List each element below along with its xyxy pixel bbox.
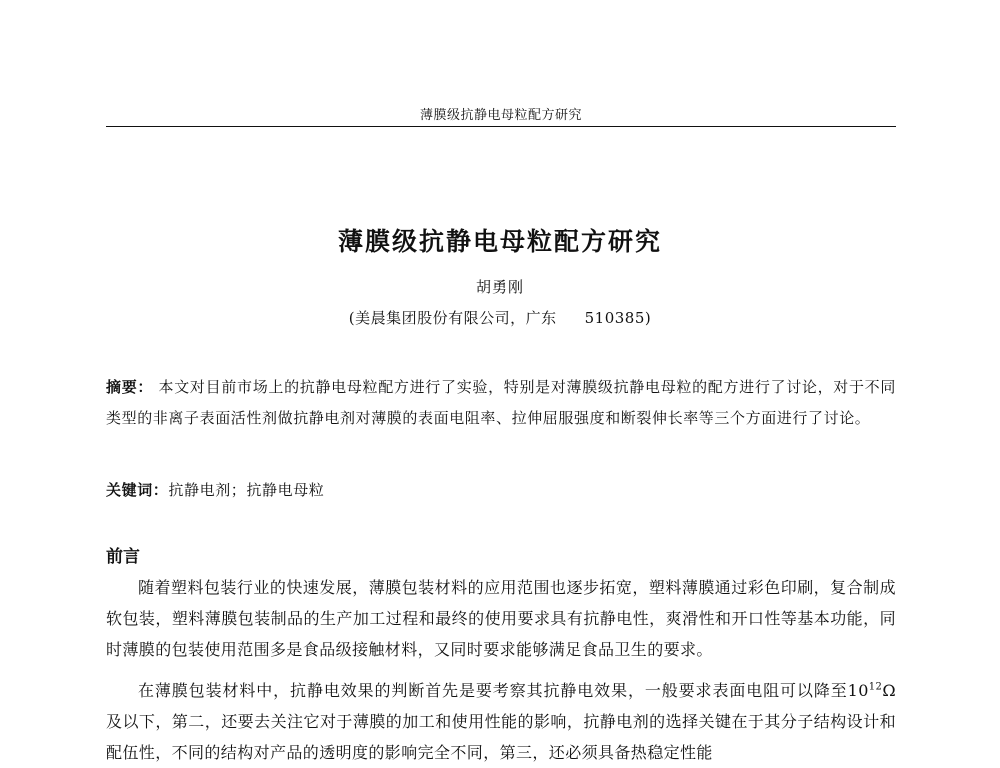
abstract-text: 本文对目前市场上的抗静电母粒配方进行了实验，特别是对薄膜级抗静电母粒的配方进行了讨论，对于不同类型的非离子表面活性剂做抗静电剂对薄膜的表面电阻率、拉伸屈服强度和断裂伸长率等三个方面进行了讨论。 — [106, 378, 896, 427]
section-heading: 前言 — [106, 547, 140, 567]
keywords — [106, 475, 896, 506]
para2-exponent: 12 — [868, 681, 883, 693]
affiliation-org: (美晨集团股份有限公司，广东 — [348, 309, 557, 327]
header-rule — [106, 126, 896, 127]
para2-base: 10 — [847, 681, 869, 700]
author-name: 胡勇刚 — [475, 278, 524, 296]
abstract-label: 摘要： — [106, 378, 154, 396]
para2-unit: Ω — [882, 681, 896, 700]
author-affiliation — [0, 307, 1000, 328]
body-paragraph-2 — [106, 675, 896, 768]
keywords-label: 关键词： — [106, 481, 169, 499]
body-paragraph-1: 随着塑料包装行业的快速发展，薄膜包装材料的应用范围也逐步拓宽，塑料薄膜通过彩色印刷，复合制成软包装，塑料薄膜包装制品的生产加工过程和最终的使用要求具有抗静电性，爽滑性和开口性等基本功能，同时薄膜的包装使用范围多是食品级接触材料，又同时要求能够满足食品卫生的要求。 — [106, 578, 896, 659]
affiliation-postcode: 510385) — [584, 309, 652, 327]
para2-lead: 在薄膜包装材料中，抗静电效果的判断首先是要考察其抗静电效果，一般要求表面电阻可以降至 — [138, 681, 848, 700]
keywords-text: 抗静电剂；抗静电母粒 — [168, 481, 325, 499]
para2-rest: 及以下，第二，还要去关注它对于薄膜的加工和使用性能的影响，抗静电剂的选择关键在于其分子结构设计和配伍性，不同的结构对产品的透明度的影响完全不同，第三，还必须具备热稳定性能 — [106, 712, 896, 762]
abstract — [106, 372, 896, 434]
running-header: 薄膜级抗静电母粒配方研究 — [419, 108, 582, 123]
paper-title: 薄膜级抗静电母粒配方研究 — [337, 227, 662, 256]
